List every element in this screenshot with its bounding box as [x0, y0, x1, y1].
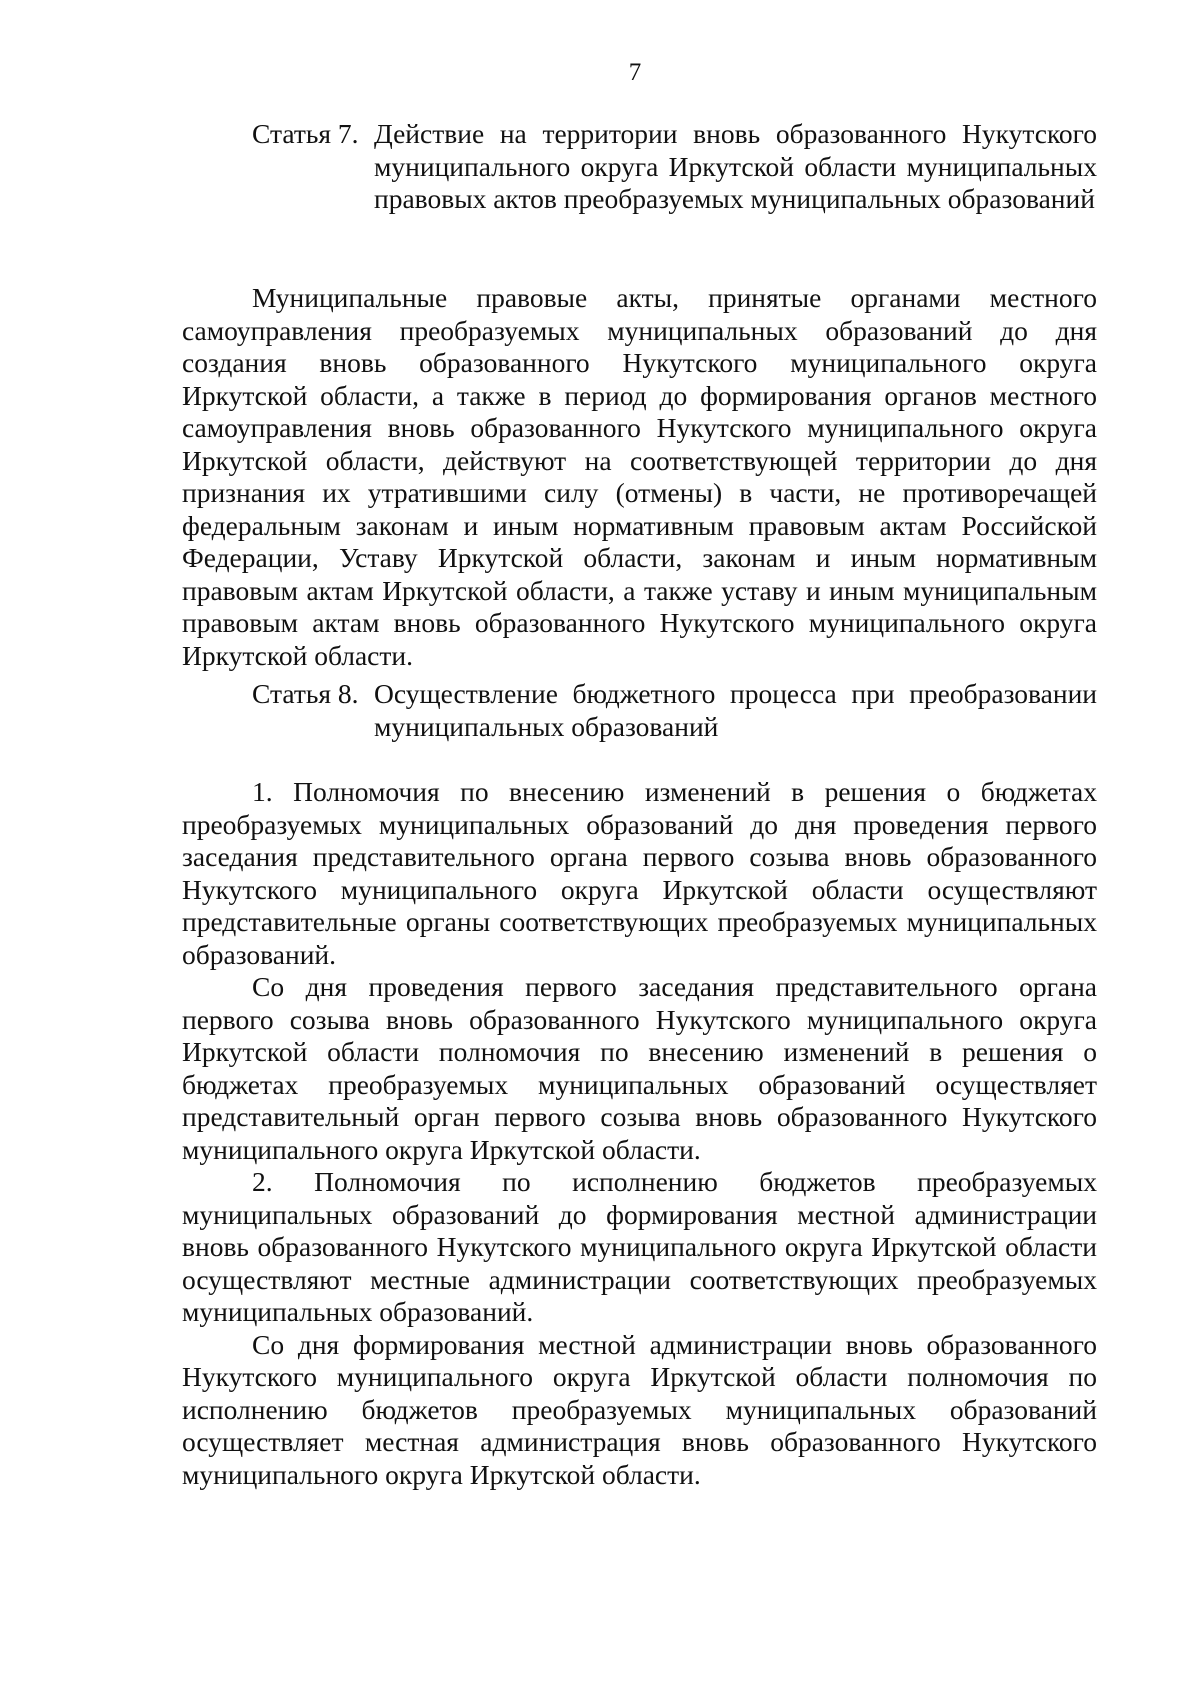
article-8-paragraph: Со дня формирования местной администрации вновь образованного Нукутского муниципального округа Иркутской области полномочия по исполнению бюджетов преобразуемых муниципальных образований осуществляет местная администрация вновь образованного Нукутского муниципального округа Иркутской области.: [182, 1328, 1097, 1490]
article-8-heading: [182, 678, 1097, 743]
article-8-title: Осуществление бюджетного процесса при преобразовании муниципальных образований: [374, 678, 1097, 742]
article-7-paragraph: Муниципальные правовые акты, принятые органами местного самоуправления преобразуемых муниципальных образований до дня создания вновь образованного Нукутского муниципального округа Иркутской области, а также в период до формирования органов местного самоуправления вновь образованного Нукутского муниципального округа Иркутской области, действуют на соответствующей территории до дня признания их утратившими силу (отмены) в части, не противоречащей федеральным законам и иным нормативным правовым актам Российской Федерации, Уставу Иркутской области, законам и иным нормативным правовым актам Иркутской области, а также уставу и иным муниципальным правовым актам вновь образованного Нукутского муниципального округа Иркутской области.: [182, 282, 1097, 671]
article-7-body: [182, 282, 1097, 672]
article-8-body: [182, 776, 1097, 1491]
article-7-label: Статья 7.: [252, 118, 359, 149]
article-7-heading: [182, 118, 1097, 216]
page-number: 7: [628, 59, 642, 86]
article-8-paragraph: 1. Полномочия по внесению изменений в решения о бюджетах преобразуемых муниципальных образований до дня проведения первого заседания представительного органа первого созыва вновь образованного Нукутского муниципального округа Иркутской области осуществляют представительные органы соответствующих преобразуемых муниципальных образований.: [182, 776, 1097, 970]
article-8-paragraph: 2. Полномочия по исполнению бюджетов преобразуемых муниципальных образований до формирования местной администрации вновь образованного Нукутского муниципального округа Иркутской области осуществляют местные администрации соответствующих преобразуемых муниципальных образований.: [182, 1166, 1097, 1327]
article-7-title: Действие на территории вновь образованного Нукутского муниципального округа Иркутской области муниципальных правовых актов преобразуемых муниципальных образований: [374, 118, 1097, 214]
article-8-paragraph: Со дня проведения первого заседания представительного органа первого созыва вновь образованного Нукутского муниципального округа Иркутской области полномочия по внесению изменений в решения о бюджетах преобразуемых муниципальных образований осуществляет представительный орган первого созыва вновь образованного Нукутского муниципального округа Иркутской области.: [182, 971, 1097, 1165]
article-8-label: Статья 8.: [252, 678, 359, 709]
